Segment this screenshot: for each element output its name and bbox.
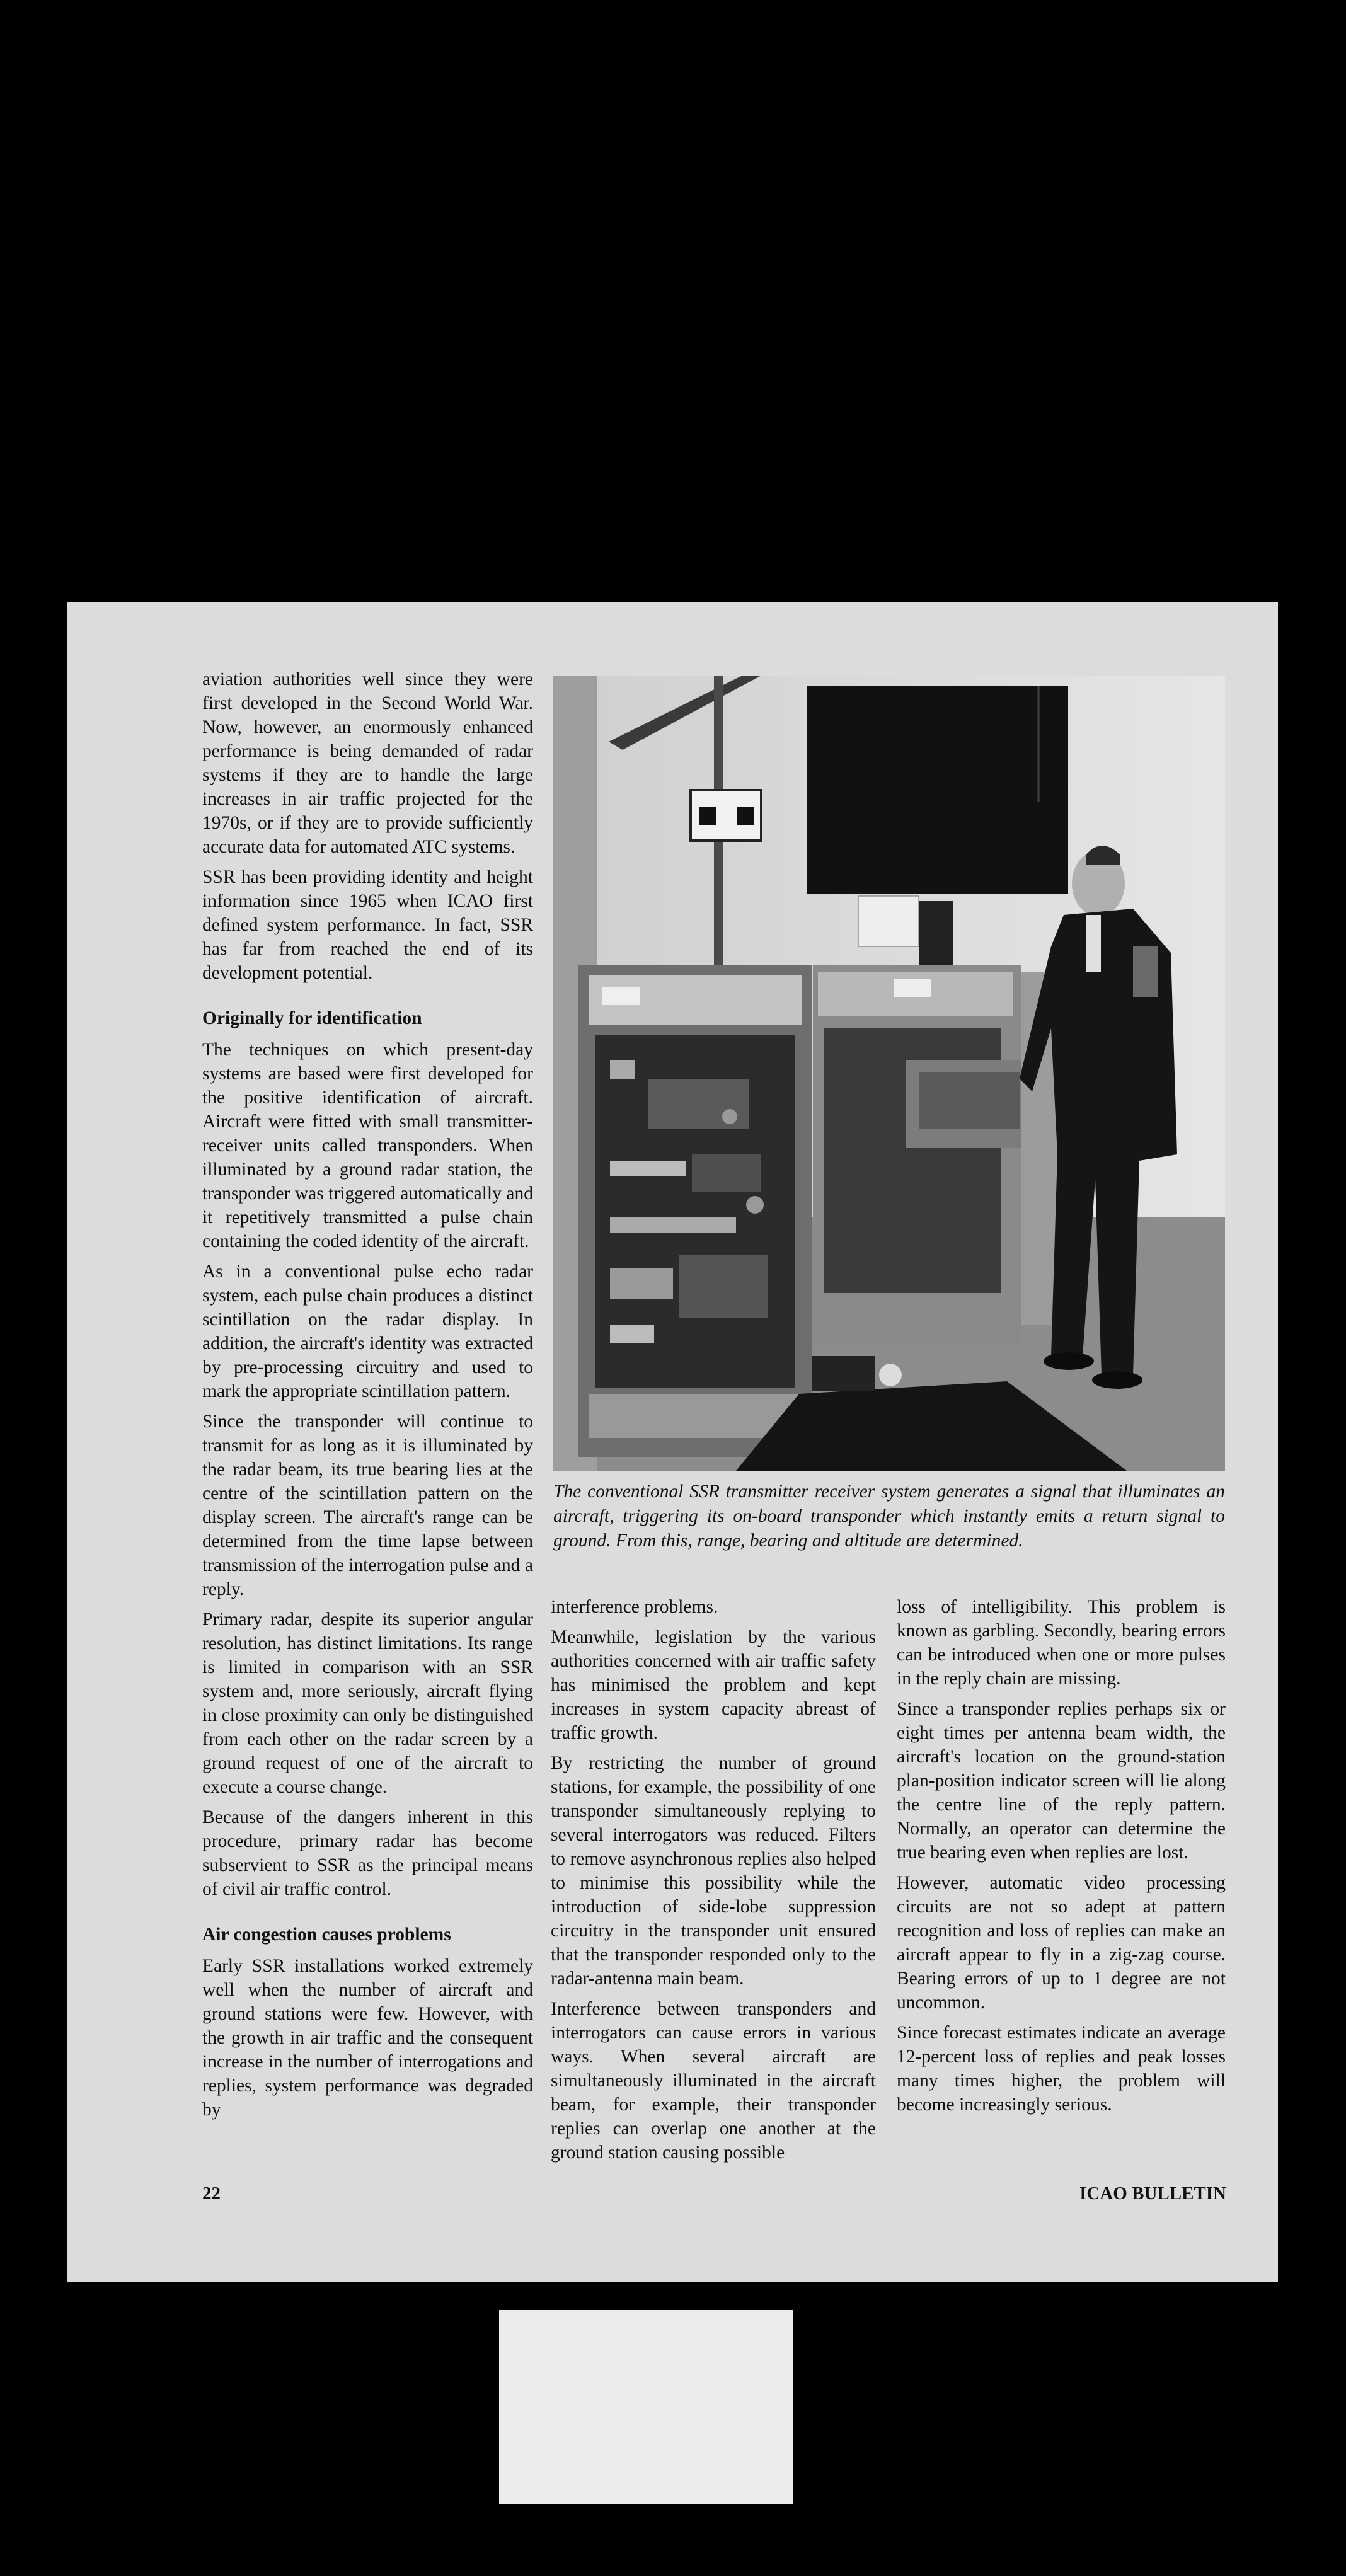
paragraph: Since a transponder replies perhaps six or eight times per antenna beam width, the aircraft's location on the ground-station plan-position indicator screen will lie along the centre line of the reply pattern. Normally, an operator can determine the true bearing even when replies are lost. <box>897 1699 1226 1863</box>
paragraph: As in a conventional pulse echo radar system, each pulse chain produces a distinct scintillation on the radar display. In addition, the aircraft's identity was extracted by pre-processing circuitry and used to mark the appropriate scintillation pattern. <box>202 1262 533 1401</box>
section-heading: Air congestion causes problems <box>202 1924 451 1945</box>
ssr-equipment-photo <box>553 676 1225 1471</box>
publication-name: ICAO BULLETIN <box>1079 2183 1226 2204</box>
paragraph: Interference between transponders and interrogators can cause errors in various ways. When several aircraft are simultaneously illuminated in the aircraft beam, for example, their transponder replies can overlap one another at the ground station causing possible <box>551 1999 876 2163</box>
paragraph: Since the transponder will continue to transmit for as long as it is illuminated by the radar beam, its true bearing lies at the centre of the scintillation pattern on the display screen. The aircraft's range can be determined from the time lapse between transmission of the interrogation pulse and a reply. <box>202 1412 533 1599</box>
paragraph: Early SSR installations worked extremely well when the number of aircraft and ground stations were few. However, with the growth in air traffic and the consequent increase in the number of interrogations and replies, system performance was degraded by <box>202 1956 533 2120</box>
paragraph: The techniques on which present-day systems are based were first developed for the positive identification of aircraft. Aircraft were fitted with small transmitter-receiver units called transponders. When illuminated by a ground radar station, the transponder was triggered automatically and it repetitively transmitted a pulse chain containing the coded identity of the aircraft. <box>202 1040 533 1251</box>
paragraph: However, automatic video processing circuits are not so adept at pattern recognition and loss of replies can make an aircraft appear to fly in a zig-zag course. Bearing errors of up to 1 degree are not uncommon. <box>897 1873 1226 2013</box>
page-number: 22 <box>202 2183 221 2204</box>
text-column-1 <box>202 667 533 2128</box>
text-column-3 <box>897 1595 1226 2123</box>
paragraph: Because of the dangers inherent in this procedure, primary radar has become subservient to SSR as the principal means of civil air traffic control. <box>202 1807 533 1899</box>
paragraph: SSR has been providing identity and height information since 1965 when ICAO first defined system performance. In fact, SSR has far from reached the end of its development potential. <box>202 867 533 983</box>
paragraph: By restricting the number of ground stations, for example, the possibility of one transponder simultaneously replying to several interrogators was reduced. Filters to remove asynchronous replies also helped to minimise this possibility while the introduction of side-lobe suppression circuitry in the transponder unit ensured that the transponder responded only to the radar-antenna main beam. <box>551 1753 876 1989</box>
paragraph: Since forecast estimates indicate an average 12-percent loss of replies and peak losses many times higher, the problem will become increasingly serious. <box>897 2023 1226 2115</box>
paragraph: interference problems. <box>551 1597 718 1617</box>
paragraph: Primary radar, despite its superior angular resolution, has distinct limitations. Its range is limited in comparison with an SSR system and, more seriously, aircraft flying in close proximity can only be distinguished from each other on the radar screen by a ground request of one of the aircraft to execute a course change. <box>202 1609 533 1797</box>
section-heading: Originally for identification <box>202 1008 422 1028</box>
paragraph: loss of intelligibility. This problem is known as garbling. Secondly, bearing errors can be introduced when one or more pulses in the reply chain are missing. <box>897 1597 1226 1689</box>
text-column-2 <box>551 1595 876 2171</box>
blank-slip <box>499 2310 793 2504</box>
figure-caption: The conventional SSR transmitter receiver system generates a signal that illuminates an aircraft, triggering its on-board transponder which instantly emits a return signal to ground. From this, range, bearing and altitude are determined. <box>553 1481 1225 1551</box>
paragraph: Meanwhile, legislation by the various authorities concerned with air traffic safety has minimised the problem and kept increases in system capacity abreast of traffic growth. <box>551 1627 876 1743</box>
document-page <box>67 602 1278 2282</box>
paragraph: aviation authorities well since they were first developed in the Second World War. Now, however, an enormously enhanced performance is being demanded of radar systems if they are to handle the large increases in air traffic projected for the 1970s, or if they are to provide sufficiently accurate data for automated ATC systems. <box>202 669 533 857</box>
